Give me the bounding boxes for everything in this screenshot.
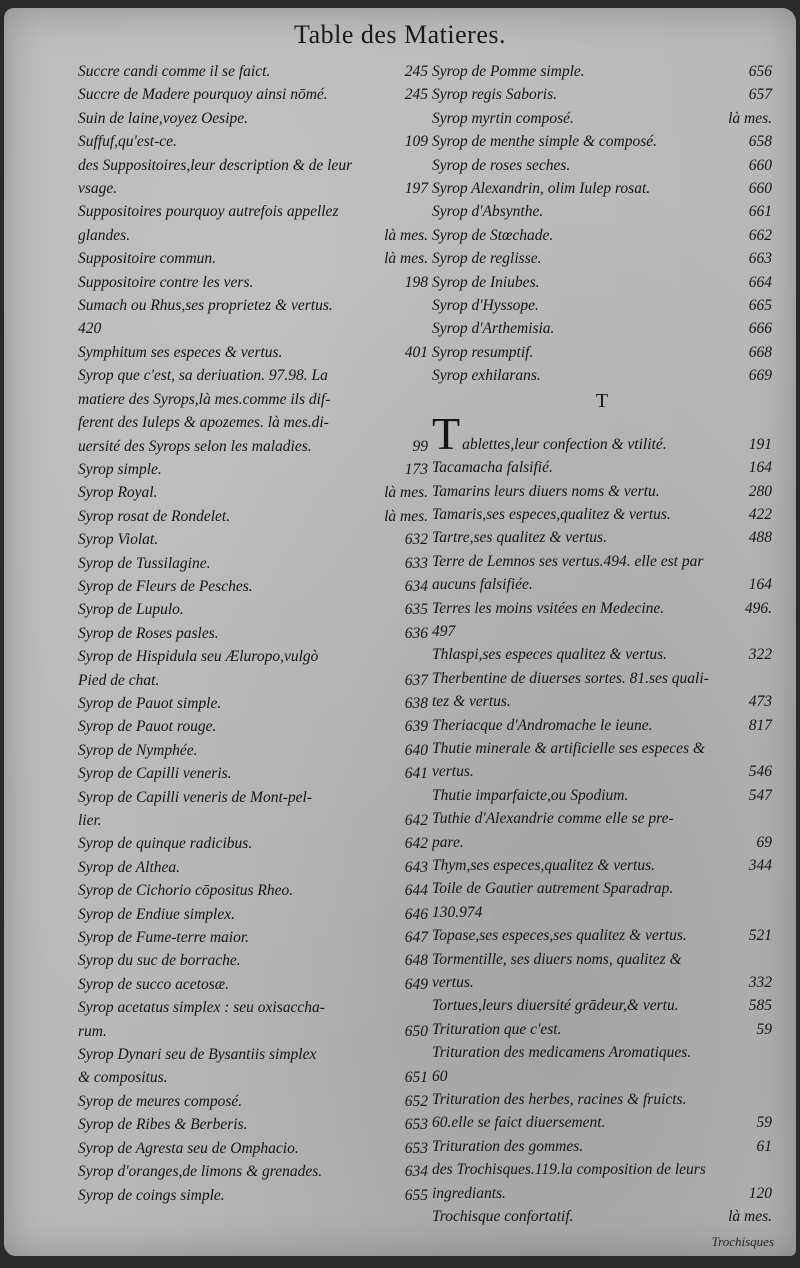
index-entry [78,903,428,926]
entry-text: Topase,ses especes,ses qualitez & vertus. [432,927,687,945]
entry-text: Syrop de Cichorio cōpositus Rheo. [78,882,294,900]
entry-page: 655 [404,1186,428,1204]
index-entry [432,831,772,854]
entry-page: 496. [744,599,772,617]
index-entry [432,271,772,294]
index-entry [432,224,772,247]
entry-page: 546 [748,763,772,781]
entry-page: 634 [404,1163,428,1181]
index-entry [432,737,772,760]
entry-text: Tortues,leurs diuersité grādeur,& vertu. [432,997,679,1015]
index-entry [78,715,428,738]
index-entry [78,505,428,528]
entry-page: 69 [756,833,772,851]
entry-page: 660 [748,180,772,198]
index-entry [432,1182,772,1205]
index-entry [78,692,428,715]
entry-page: 632 [404,531,428,549]
entry-page: 662 [748,226,772,244]
index-entry [78,1184,428,1207]
entry-text: Tacamacha falsifié. [432,459,553,477]
entry-text: Syrop d'Hyssope. [432,297,539,315]
index-entry [78,1020,428,1043]
entry-page: là mes. [384,507,428,525]
entry-page: là mes. [384,226,428,244]
entry-page: 488 [748,529,772,547]
entry-text: Syrop d'oranges,de limons & grenades. [78,1163,323,1181]
index-entry [432,1158,772,1181]
entry-page: 164 [748,576,772,594]
index-entry [432,1205,772,1228]
entry-page: 650 [404,1022,428,1040]
entry-text: matiere des Syrops,là mes.comme ils dif- [78,390,331,408]
index-entry [432,760,772,783]
entry-page: 648 [404,952,428,970]
entry-text: Sumach ou Rhus,ses proprietez & vertus. [78,297,333,315]
index-entry [78,224,428,247]
entry-text: vsage. [78,180,118,198]
entry-text: Syrop de Pomme simple. [432,63,585,80]
index-entry [78,294,428,317]
entry-text: Thutie imparfaicte,ou Spodium. [432,786,629,804]
entry-text: Trituration des herbes, racines & fruicts. [432,1091,687,1109]
entry-page: 652 [404,1092,428,1110]
index-entry [432,503,772,526]
index-entry [432,784,772,807]
entry-text: tez & vertus. [432,693,511,711]
entry-text: vertus. [432,763,474,781]
index-entry [78,786,428,809]
entry-text: Syrop du suc de borrache. [78,952,241,970]
entry-page: 658 [748,133,772,151]
entry-page: 653 [404,1139,428,1157]
entry-text: Syrop de Lupulo. [78,601,184,619]
entry-page: 109 [404,133,428,151]
entry-text: Syrop de Althea. [78,858,181,876]
entry-text: Syrop regis Saboris. [432,86,558,104]
entry-page: 198 [404,273,428,291]
index-entry [78,598,428,621]
index-entry [432,807,772,830]
entry-text: Pied de chat. [78,671,160,689]
index-entry [78,739,428,762]
index-entry [432,620,772,643]
entry-text: Syrop de meures composé. [78,1092,243,1110]
entry-text: Syrop de Pauot simple. [78,694,222,712]
entry-page: 521 [748,927,772,945]
index-entry [78,411,428,434]
entry-page: 401 [404,343,428,361]
entry-text: lier. [78,812,102,829]
entry-page: 669 [748,367,772,385]
entry-text: Syrop de Nymphée. [78,741,198,759]
entry-page: 817 [748,716,772,734]
entry-page: 661 [748,203,772,221]
section-letter: T [595,389,609,412]
entry-text: Syrop de Iniubes. [432,273,540,291]
entry-page: 197 [404,180,428,198]
entry-page: 660 [748,156,772,174]
entry-page: 191 [748,435,772,453]
index-entry [432,948,772,971]
index-entry [78,60,428,83]
entry-page: 634 [404,577,428,595]
entry-text: Suppositoire commun. [78,250,217,268]
entry-text: Syrop resumptif. [432,343,534,361]
entry-text: ablettes,leur confection & vtilité. [462,435,667,453]
entry-page: 668 [748,343,772,361]
entry-text: Symphitum ses especes & vertus. [78,343,283,361]
index-entry [78,435,428,458]
entry-text: Theriacque d'Andromache le ieune. [432,716,653,734]
entry-page: 344 [748,857,772,874]
index-entry [432,877,772,900]
index-entry [78,879,428,902]
index-entry [432,924,772,947]
index-entry [78,130,428,153]
entry-text: Trituration des gommes. [432,1137,584,1155]
index-entry [432,60,772,83]
index-entry [78,388,428,411]
index-entry [78,364,428,387]
index-entry [432,1135,772,1158]
entry-page: 651 [404,1069,428,1087]
entry-text: Syrop de Fleurs de Pesches. [78,577,253,595]
index-entry [432,1041,772,1064]
entry-text: Suppositoires pourquoy autrefois appellez [78,203,339,221]
entry-page: 99 [412,437,428,455]
index-entry [432,994,772,1017]
entry-page: 643 [404,858,428,876]
entry-text: Syrop acetatus simplex : seu oxisaccha- [78,999,325,1017]
entry-text: pare. [432,833,464,851]
entry-text: Syrop de menthe simple & composé. [432,133,657,151]
entry-page: 322 [748,646,772,664]
entry-text: Tamarins leurs diuers noms & vertu. [432,482,660,500]
entry-text: Syrop de Pauot rouge. [78,718,217,736]
entry-text: Syrop Alexandrin, olim Iulep rosat. [432,180,651,198]
entry-page: 164 [748,459,772,477]
entry-text: Syrop de reglisse. [432,250,542,268]
entry-text: aucuns falsifiée. [432,576,533,594]
entry-page: 635 [404,601,428,619]
entry-page: 644 [404,882,428,900]
entry-text: vertus. [432,974,474,992]
index-entry [78,271,428,294]
index-entry [432,480,772,503]
index-entry [432,200,772,223]
entry-text: glandes. [78,226,131,244]
index-entry [78,645,428,668]
page-title: Table des Matieres. [294,20,506,49]
entry-page: 173 [404,460,428,478]
entry-text: Syrop d'Absynthe. [432,203,544,221]
entry-text: 497 [432,622,456,640]
index-entry [78,856,428,879]
entry-text: rum. [78,1022,107,1040]
entry-text: ingrediants. [432,1184,506,1202]
index-entry [78,622,428,645]
entry-page: 641 [404,765,428,783]
index-entry [432,573,772,596]
entry-text: Trituration que c'est. [432,1020,562,1038]
index-entry [78,552,428,575]
entry-text: Syrop de coings simple. [78,1186,225,1204]
entry-text: Trochisque confortatif. [432,1208,574,1226]
entry-text: des Suppositoires,leur description & de leur [78,156,353,174]
index-entry [78,1090,428,1113]
entry-text: des Trochisques.119.la composition de leurs [432,1161,706,1179]
index-entry [432,294,772,317]
catchword: Trochisques [711,1234,774,1249]
index-entry [432,714,772,737]
entry-text: Tartre,ses qualitez & vertus. [432,529,607,547]
entry-text: Syrop myrtin composé. [432,109,574,127]
entry-text: Syrop que c'est, sa deriuation. 97.98. La [78,367,328,385]
entry-page: 61 [756,1137,772,1155]
index-entry [78,177,428,200]
entry-page: 666 [748,320,772,338]
entry-text: Tormentille, ses diuers noms, qualitez & [432,950,682,968]
entry-text: 130.974 [432,903,483,921]
entry-text: Therbentine de diuerses sortes. 81.ses quali- [432,669,709,687]
index-entry [432,247,772,270]
index-entry [432,364,772,387]
entry-text: Tamaris,ses especes,qualitez & vertus. [432,505,671,523]
entry-page: 642 [404,812,428,829]
entry-text: Syrop de roses seches. [432,156,571,174]
index-entry [78,528,428,551]
entry-page: là mes. [384,484,428,502]
index-entry [78,154,428,177]
index-entry [78,458,428,481]
index-entry [432,407,772,459]
entry-page: 637 [404,671,428,689]
entry-text: uersité des Syrops selon les maladies. [78,437,312,455]
entry-text: Thutie minerale & artificielle ses especes & [432,739,705,757]
index-entry [432,667,772,690]
entry-page: 640 [404,741,428,759]
drop-cap: T [432,407,461,459]
entry-page: 647 [404,929,428,947]
entry-page: 649 [404,975,428,993]
entry-page: 245 [404,86,428,104]
index-entry [78,247,428,270]
entry-page: 585 [748,997,772,1015]
index-entry [432,854,772,877]
index-entry [432,130,772,153]
entry-text: 60 [432,1067,448,1085]
entry-text: & compositus. [78,1069,168,1087]
entry-page: 638 [404,694,428,712]
entry-text: Syrop de Hispidula seu Æluropo,vulgò [78,648,319,666]
entry-text: Syrop de Endiue simplex. [78,905,235,923]
index-entry [432,643,772,666]
index-entry [78,1066,428,1089]
index-column-right [432,60,772,1229]
entry-text: Syrop de Ribes & Berberis. [78,1116,248,1134]
index-entry [78,317,428,340]
index-entry [78,809,428,832]
entry-text: Syrop de quinque radicibus. [78,835,253,853]
entry-text: 60.elle se faict diuersement. [432,1114,606,1132]
entry-text: Suffuf,qu'est-ce. [78,133,177,151]
index-entry [432,341,772,364]
index-entry [432,1111,772,1134]
entry-page: 646 [404,905,428,923]
index-entry [432,690,772,713]
entry-page: 656 [748,63,772,80]
entry-text: 420 [78,320,102,338]
entry-text: Suin de laine,voyez Oesipe. [78,109,249,127]
entry-page: 547 [748,786,772,804]
entry-text: Syrop rosat de Rondelet. [78,507,231,525]
index-entry [78,481,428,504]
index-entry [432,597,772,620]
index-entry [432,971,772,994]
entry-page: 59 [756,1114,772,1132]
entry-text: Syrop d'Arthemisia. [432,320,555,338]
entry-text: Trituration des medicamens Aromatiques. [432,1044,692,1062]
entry-page: 639 [404,718,428,736]
index-entry [78,200,428,223]
entry-page: 120 [748,1184,772,1202]
entry-text: Syrop de Fume-terre maior. [78,929,250,947]
entry-text: Thlaspi,ses especes qualitez & vertus. [432,646,668,664]
entry-text: Terre de Lemnos ses vertus.494. elle est par [432,552,704,570]
entry-text: Syrop Dynari seu de Bysantiis simplex [78,1046,317,1064]
index-entry [78,832,428,855]
entry-text: Terres les moins vsitées en Medecine. [432,599,665,617]
entry-page: 633 [404,554,428,572]
entry-text: Syrop de succo acetosæ. [78,975,229,993]
index-column-left [78,60,428,1207]
entry-text: Syrop de Capilli veneris de Mont-pel- [78,788,313,806]
index-entry [432,83,772,106]
entry-page: 59 [756,1020,772,1038]
entry-text: Syrop de Capilli veneris. [78,765,232,783]
entry-text: Syrop de Roses pasles. [78,624,219,642]
index-entry [78,926,428,949]
index-entry [432,154,772,177]
index-entry [78,669,428,692]
index-entry [78,1113,428,1136]
index-entry [78,949,428,972]
index-entry [432,1088,772,1111]
index-entry [78,83,428,106]
index-entry [78,1043,428,1066]
entry-text: Tuthie d'Alexandrie comme elle se pre- [432,810,674,828]
index-entry [432,526,772,549]
index-entry [78,996,428,1019]
entry-page: 642 [404,835,428,853]
index-entry [432,177,772,200]
index-entry [78,762,428,785]
index-entry [432,1018,772,1041]
scanned-page [4,8,796,1256]
entry-text: Syrop de Stœchade. [432,226,554,244]
entry-page: 663 [748,250,772,268]
entry-page: 653 [404,1116,428,1134]
index-entry [432,317,772,340]
entry-page: 332 [748,974,772,992]
entry-text: Succre candi comme il se faict. [78,63,271,80]
entry-page: 636 [404,624,428,642]
entry-text: Syrop exhilarans. [432,367,541,385]
entry-text: Toile de Gautier autrement Sparadrap. [432,880,674,898]
index-entry [432,107,772,130]
entry-page: 665 [748,297,772,315]
index-entry [432,456,772,479]
entry-page: 473 [748,693,772,711]
entry-page: 657 [748,86,772,104]
index-entry [432,550,772,573]
index-entry [78,1160,428,1183]
entry-page: 422 [748,505,772,523]
entry-text: Suppositoire contre les vers. [78,273,254,291]
entry-text: Succre de Madere pourquoy ainsi nōmé. [78,86,328,104]
entry-text: Syrop simple. [78,460,162,478]
entry-page: 664 [748,273,772,291]
entry-page: là mes. [728,1208,772,1226]
entry-page: là mes. [728,109,772,127]
entry-text: Syrop Royal. [78,484,158,502]
entry-page: 280 [748,482,772,500]
entry-text: Thym,ses especes,qualitez & vertus. [432,857,655,874]
entry-page: là mes. [384,250,428,268]
entry-text: Syrop de Tussilagine. [78,554,211,572]
index-entry [432,1065,772,1088]
index-entry [78,107,428,130]
index-entry [78,1137,428,1160]
entry-text: Syrop Violat. [78,531,159,549]
index-entry [78,973,428,996]
index-entry [432,901,772,924]
index-entry [78,341,428,364]
entry-page: 245 [404,63,428,80]
entry-text: ferent des Iuleps & apozemes. là mes.di- [78,414,329,432]
entry-text: Syrop de Agresta seu de Omphacio. [78,1139,299,1157]
index-entry [78,575,428,598]
